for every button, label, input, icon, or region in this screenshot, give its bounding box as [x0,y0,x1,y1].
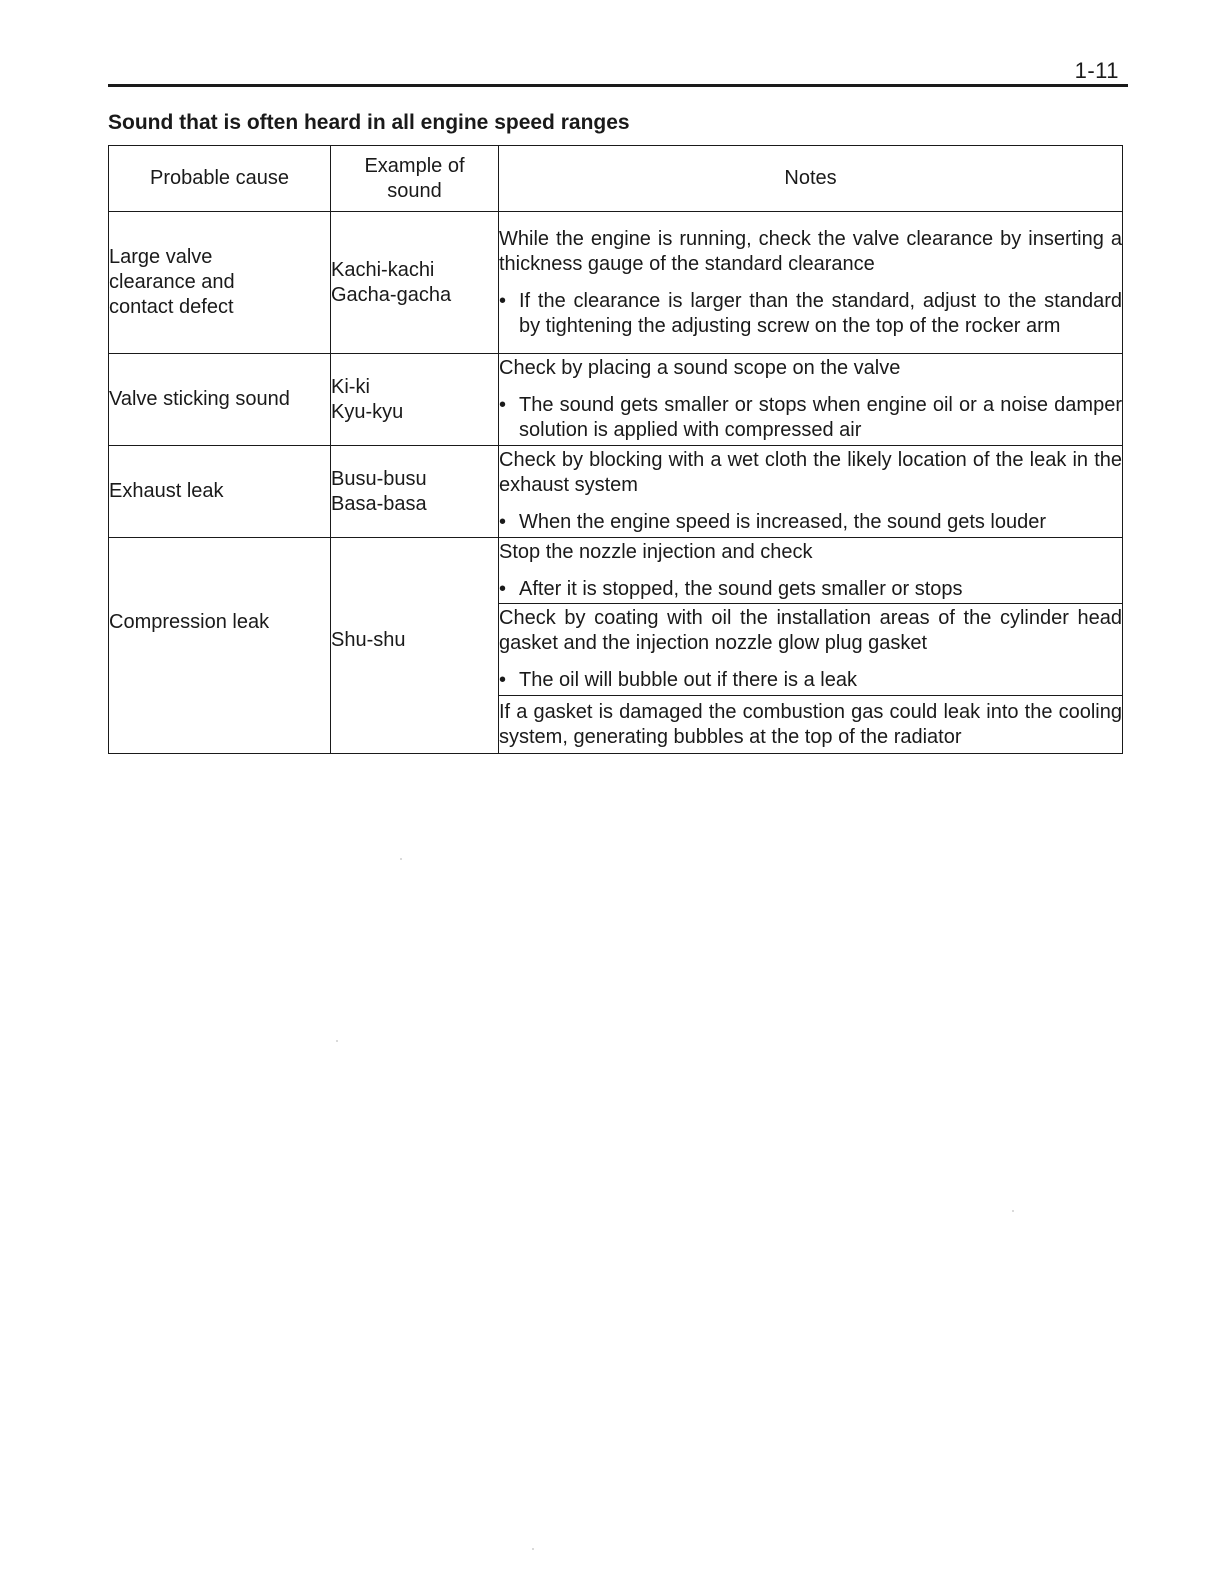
bullet-icon: • [499,669,507,691]
table-row [109,538,1123,604]
bullet-icon: • [499,289,507,312]
notes-cell [499,538,1123,604]
note-bullet-text: The sound gets smaller or stops when engine oil or a noise damper solution is applied with compressed air [519,394,1122,441]
note-bullet [499,393,1122,443]
example-line: Shu-shu [331,629,406,651]
section-title: Sound that is often heard in all engine speed ranges [108,111,630,134]
table-header-row [109,146,1123,212]
note-text: Check by placing a sound scope on the valve [499,357,901,379]
notes-cell [499,696,1123,754]
header-example-of-sound: Example of sound [331,146,499,212]
example-line: Ki-ki [331,375,370,398]
example-cell [331,538,499,754]
note-bullet-text: When the engine speed is increased, the sound gets louder [519,511,1047,533]
cause-text: Valve sticking sound [109,388,290,410]
example-line: Kyu-kyu [331,400,404,423]
note-text: While the engine is running, check the valve clearance by inserting a thickness gauge of the standard clearance [499,227,1122,275]
example-line: Busu-busu [331,467,427,490]
bullet-icon: • [499,394,507,416]
header-rule [108,84,1128,87]
cause-cell [109,538,331,754]
cause-text: Compression leak [109,610,270,633]
example-cell [331,446,499,538]
note-bullet [499,289,1122,339]
scan-speck [1012,1210,1014,1212]
cause-text: Large valve clearance and contact defect [109,246,235,318]
notes-cell [499,446,1123,538]
table-row [109,212,1123,354]
example-cell [331,212,499,354]
note-text: Check by coating with oil the installation areas of the cylinder head gasket and the injection nozzle glow plug gasket [499,607,1122,654]
cause-text: Exhaust leak [109,480,224,502]
example-line: Basa-basa [331,492,427,515]
example-line: Kachi-kachi [331,258,435,281]
sound-diagnosis-table [108,145,1123,754]
bullet-icon: • [499,511,507,533]
note-bullet [499,577,1122,602]
scan-speck [400,858,402,860]
header-probable-cause: Probable cause [109,146,331,212]
notes-cell [499,604,1123,696]
page-number: 1-11 [1074,58,1119,83]
notes-cell [499,354,1123,446]
cause-cell [109,354,331,446]
note-bullet-text: If the clearance is larger than the standard, adjust to the standard by tightening the adjusting screw on the top of the rocker arm [519,289,1122,337]
notes-cell [499,212,1123,354]
table-row [109,354,1123,446]
table-row [109,446,1123,538]
cause-cell [109,446,331,538]
bullet-icon: • [499,577,507,600]
example-cell [331,354,499,446]
example-line: Gacha-gacha [331,283,452,306]
note-bullet [499,668,1122,693]
scan-speck [532,1548,534,1550]
scan-speck [336,1040,338,1042]
header-notes: Notes [499,146,1123,212]
note-text: Check by blocking with a wet cloth the likely location of the leak in the exhaust system [499,449,1122,496]
note-text: If a gasket is damaged the combustion gas could leak into the cooling system, generating bubbles at the top of the radiator [499,700,1122,748]
note-text: Stop the nozzle injection and check [499,540,813,563]
note-bullet-text: The oil will bubble out if there is a leak [519,669,857,691]
note-bullet [499,510,1122,535]
note-bullet-text: After it is stopped, the sound gets smaller or stops [519,577,963,600]
cause-cell [109,212,331,354]
